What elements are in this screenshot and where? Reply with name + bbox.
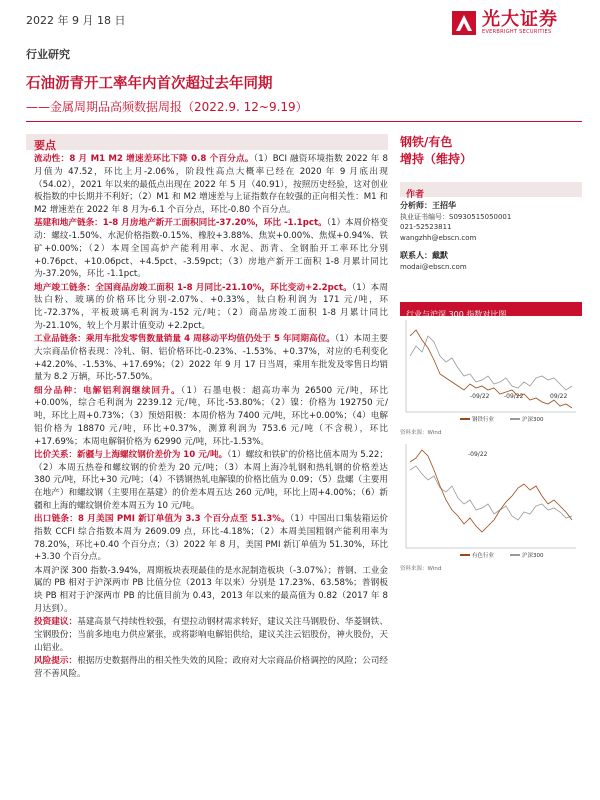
rating-label: 增持（维持） [400, 152, 473, 166]
contact-name: 戴默 [432, 251, 448, 260]
contact-email[interactable]: modai@ebscn.com [400, 262, 467, 271]
paragraph-body: （1）本周钛白粉、玻璃的价格环比分别-2.07%、+0.33%，钛白粉利润为 171 元/吨，环比-72.37%，平板玻璃毛利润为-152 元/吨；（2）商品房竣工面积 1-8 月累计同比为-21.10%，较上个月累计值变动 +2.2pct。 [34, 282, 389, 331]
paragraph-label: 比价关系： [34, 449, 78, 460]
contact-line [400, 251, 582, 262]
legend-nonferrous: 有色行业 [472, 553, 495, 559]
paragraph-label: 流动性： [34, 154, 70, 164]
legend-hs300-2: 沪深300 [522, 553, 544, 559]
nonferrous-series [410, 450, 572, 532]
company-logo [452, 6, 582, 40]
paragraph-lead: 新疆与上海螺纹钢价差价为 10 元/吨。 [77, 449, 228, 460]
report-subhead: ——金属周期品高频数据周报（2022.9. 12~9.19） [26, 100, 308, 114]
paragraph [34, 513, 388, 564]
analyst-phone: 021-52523811 [400, 223, 452, 231]
paragraph-lead: 8 月 M1 M2 增速差环比下降 0.8 个百分点。 [69, 154, 254, 164]
paragraph-body: （1）本周主要大宗商品价格表现：冷轧、铜、铝价格环比-0.23%、-1.53%、+0.37%，对应的毛利变化+42.20%、-1.53%、+17.69%；（2）2022 年 9 月 17 日当周，乘用车批发及零售日均销量为 8.2 万辆，环比-57.50%。 [34, 334, 388, 383]
paragraph-body: 根据历史数据得出的相关性失效的风险；政府对大宗商品价格调控的风险；公司经营不善风险。 [34, 655, 388, 679]
paragraph [34, 217, 388, 281]
legend-swatch-nonferrous [460, 554, 470, 556]
hs300-series-2 [410, 466, 572, 520]
paragraph [34, 333, 388, 384]
legend-hs300-1: 沪深300 [522, 417, 544, 423]
paragraph-label: 基建和地产链条： [34, 218, 103, 229]
logo-text-cn: 光大证券 [482, 9, 558, 30]
author-section-label: 作者 [406, 190, 425, 200]
section-header [26, 134, 388, 150]
paragraph-lead: 乘用车批发零售数量销量 4 周移动平均值仍处于 5 年同期高位。 [85, 334, 335, 344]
author-section-header [400, 182, 582, 200]
analyst-label: 分析师： [400, 201, 432, 210]
paragraph-body: （1）本周价格变动：螺纹-1.50%、水泥价格指数-0.15%、橡胶+3.88%、焦炭+0.00%、焦煤+0.94%、铁矿+0.00%；（2）本周全国高炉产能利用率、水泥、沥青、全钢胎开工率环比分别+0.76pct、+10.06pct、+4.5pct、-3.59pct；（3）房地产新开工面积 1-8 月累计同比为-37.20%，环比 -1.1pct。 [34, 218, 389, 280]
paragraph-body: （1）BCI 融资环境指数 2022 年 8 月值为 47.52，环比上月-2.06%，阶段性高点大概率已经在 2020 年 9 月底出现（54.02），2021 年以来的最低点出现在 2022 年 5 月（40.91），按照历史经验，这对创业板指数的中长期并不利好；（2）M1 和 M2 增速差与上证指数存在较强的正向相关性：M1 和 M2 增速差在 2022 年 8 月为-6.1 个百分点，环比-0.80 个百分点。 [34, 154, 388, 215]
paragraph [34, 385, 388, 449]
paragraph [34, 655, 388, 681]
chart1-tick-1: -09/22 [470, 393, 490, 400]
logo-icon [452, 11, 476, 35]
license-number: 执业证书编号：S0930515050001 [400, 212, 512, 221]
paragraph-label: 地产竣工链条： [34, 282, 96, 293]
paragraph-lead: 电解铝利润继续回升。 [82, 385, 181, 396]
sidebar [400, 134, 582, 572]
paragraph-label: 投资建议： [34, 617, 78, 627]
analyst-line [400, 201, 582, 212]
paragraph-body: 本周沪深 300 指数-3.94%，周期板块表现最佳的是水泥制造板块（-3.07%）；普钢、工业金属的 PB 相对于沪深两市 PB 比值分位（2013 年以来）分别是 17.23%、63.58%；普钢板块 PB 相对于沪深两市 PB 的比值目前为 0.43，2013 年以来的最高值为 0.82（2017 年 8 月达到）。 [34, 565, 388, 614]
paragraph [34, 153, 388, 217]
paragraph-body: （1）螺纹和铁矿的价格比值本周为 5.22；（2）本周五热卷和螺纹钢的价差为 20 元/吨；（3）本周上海冷轧钢和热轧钢的价格差达 380 元/吨，环比+30 元/吨；（4）不锈钢热轧电解镍的价格比值为 0.09；（5）盘螺（主要用在地产）和螺纹钢（主要用在基建）的价差本周五达 260 元/吨，环比上周+4.00%；（6）新疆和上海的螺纹钢价差本周五为 10 元/吨。 [34, 449, 388, 511]
chart2-source: 资料来源：Wind [400, 566, 442, 572]
report-date: 2022 年 9 月 18 日 [26, 14, 126, 27]
chart-section-header [400, 302, 582, 319]
legend-swatch-hs300-2 [510, 554, 520, 556]
paragraph-body: 基建高景气持续性较强，有望拉动钢材需求转好，建议关注马钢股份、华菱钢铁、宝钢股份；当前多地电力供应紧张，或将影响电解铝供给，建议关注云铝股份，神火股份，天山铝业。 [34, 617, 388, 653]
paragraph [34, 565, 388, 616]
nonferrous-vs-hs300-chart [400, 440, 582, 564]
key-points-body [34, 153, 388, 681]
divider [26, 121, 582, 122]
logo-text-en: EVERBRIGHT SECURITIES [482, 29, 552, 35]
legend-swatch-steel [460, 418, 470, 420]
contact-label: 联系人： [400, 251, 432, 260]
industry-label: 钢铁/有色 [400, 135, 453, 149]
paragraph [34, 449, 388, 513]
legend-swatch-hs300 [510, 418, 520, 420]
paragraph-lead: 1-8 月房地产新开工面积同比-37.20%，环比 -1.1pct。 [102, 218, 327, 229]
analyst-name: 王招华 [432, 201, 456, 210]
chart1-source: 资料来源：Wind [400, 430, 442, 436]
chart2-tick-1: -09/22 [468, 451, 488, 458]
paragraph-label: 出口链条： [34, 514, 79, 524]
chart-section-title: 行业与沪深 300 指数对比图 [406, 310, 507, 319]
hs300-series-1 [410, 336, 572, 390]
analyst-email[interactable]: wangzhh@ebscn.com [400, 233, 477, 242]
paragraph-lead: 8 月美国 PMI 新订单值为 3.3 个百分点至 51.3%。 [78, 514, 290, 524]
paragraph-label: 细分品种： [34, 385, 83, 396]
section-label: 要点 [34, 139, 56, 152]
chart1-tick-2: -09/22 [504, 393, 524, 400]
legend-steel: 钢铁行业 [472, 417, 495, 423]
paragraph-body: （1）石墨电极：超高功率为 26500 元/吨，环比+0.00%，综合毛利润为 2239.12 元/吨，环比-53.80%；（2）镍：价格为 192750 元/吨，环比上周+0.73%；（3）预焙阳极：本周价格为 7400 元/吨，环比+0.00%；（4）电解铝价格为 18870 元/吨，环比+0.37%，测算利润为 753.6 元/吨（不含税），环比+17.69%；本周电解铜价格为 62990 元/吨，环比-1.53%。 [34, 385, 388, 447]
report-headline: 石油沥青开工率年内首次超过去年同期 [26, 76, 273, 92]
paragraph-lead: 全国商品房竣工面积 1-8 月同比-21.10%，环比变动+2.2pct。 [95, 282, 352, 293]
paragraph-label: 风险提示： [34, 655, 78, 666]
paragraph-body: （1）中国出口集装箱运价指数 CCFI 综合指数本周为 2609.09 点，环比-4.18%；（2）本周美国粗钢产能利用率为 78.20%，环比+0.40 个百分点；（3）2022 年 8 月，美国 PMI 新订单值为 51.30%，环比+3.30 个百分点。 [34, 514, 388, 563]
report-category: 行业研究 [26, 48, 70, 61]
chart1-tick-3: 09/22 [550, 393, 568, 400]
paragraph-label: 工业品链条： [34, 334, 86, 344]
paragraph [34, 616, 388, 654]
steel-vs-hs300-chart [400, 316, 582, 428]
paragraph [34, 282, 388, 333]
steel-series [410, 330, 572, 408]
